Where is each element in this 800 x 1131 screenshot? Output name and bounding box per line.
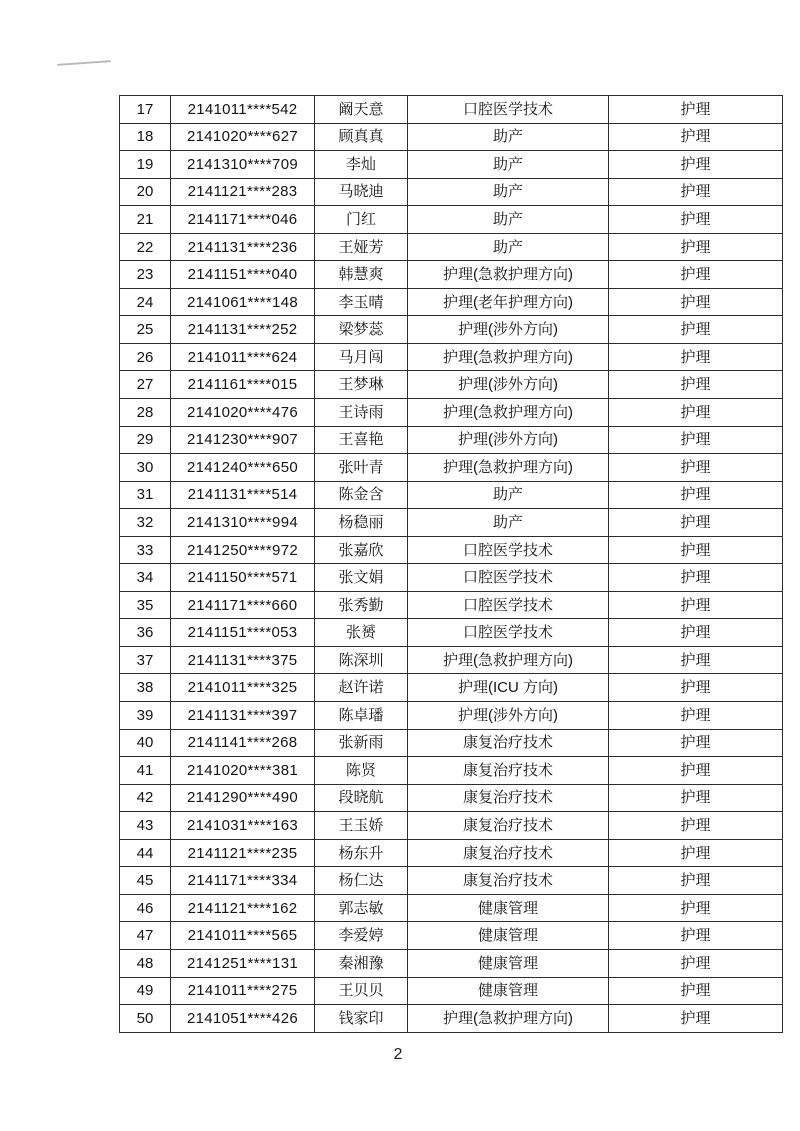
cell-name: 郭志敏 bbox=[315, 894, 408, 922]
cell-name: 王梦琳 bbox=[315, 371, 408, 399]
cell-name: 门红 bbox=[315, 206, 408, 234]
cell-row-no: 18 bbox=[120, 123, 171, 151]
cell-department: 护理 bbox=[609, 509, 783, 537]
cell-name: 李灿 bbox=[315, 151, 408, 179]
cell-id-number: 2141141****268 bbox=[171, 729, 315, 757]
cell-name: 王玉娇 bbox=[315, 812, 408, 840]
cell-id-number: 2141251****131 bbox=[171, 949, 315, 977]
student-roster-table bbox=[119, 95, 783, 1033]
cell-major: 护理(老年护理方向) bbox=[408, 288, 609, 316]
cell-name: 顾真真 bbox=[315, 123, 408, 151]
cell-major: 护理(急救护理方向) bbox=[408, 1005, 609, 1033]
table-row bbox=[120, 646, 783, 674]
cell-department: 护理 bbox=[609, 316, 783, 344]
roster-table-body bbox=[120, 96, 783, 1033]
cell-name: 秦湘豫 bbox=[315, 949, 408, 977]
cell-name: 赵许诺 bbox=[315, 674, 408, 702]
cell-major: 口腔医学技术 bbox=[408, 564, 609, 592]
cell-department: 护理 bbox=[609, 96, 783, 124]
table-row bbox=[120, 867, 783, 895]
cell-name: 阚天意 bbox=[315, 96, 408, 124]
cell-department: 护理 bbox=[609, 784, 783, 812]
cell-name: 李爱婷 bbox=[315, 922, 408, 950]
cell-row-no: 45 bbox=[120, 867, 171, 895]
cell-id-number: 2141230****907 bbox=[171, 426, 315, 454]
cell-department: 护理 bbox=[609, 591, 783, 619]
cell-department: 护理 bbox=[609, 729, 783, 757]
cell-row-no: 34 bbox=[120, 564, 171, 592]
cell-major: 助产 bbox=[408, 178, 609, 206]
cell-row-no: 37 bbox=[120, 646, 171, 674]
table-row bbox=[120, 812, 783, 840]
cell-department: 护理 bbox=[609, 151, 783, 179]
cell-row-no: 25 bbox=[120, 316, 171, 344]
cell-id-number: 2141131****252 bbox=[171, 316, 315, 344]
cell-department: 护理 bbox=[609, 206, 783, 234]
cell-row-no: 24 bbox=[120, 288, 171, 316]
cell-department: 护理 bbox=[609, 343, 783, 371]
cell-major: 口腔医学技术 bbox=[408, 619, 609, 647]
cell-major: 助产 bbox=[408, 123, 609, 151]
cell-row-no: 44 bbox=[120, 839, 171, 867]
cell-row-no: 29 bbox=[120, 426, 171, 454]
table-row bbox=[120, 509, 783, 537]
cell-id-number: 2141171****046 bbox=[171, 206, 315, 234]
cell-row-no: 23 bbox=[120, 261, 171, 289]
cell-name: 张新雨 bbox=[315, 729, 408, 757]
table-row bbox=[120, 784, 783, 812]
cell-id-number: 2141240****650 bbox=[171, 454, 315, 482]
cell-department: 护理 bbox=[609, 399, 783, 427]
cell-name: 马月闯 bbox=[315, 343, 408, 371]
table-row bbox=[120, 233, 783, 261]
cell-department: 护理 bbox=[609, 867, 783, 895]
cell-row-no: 32 bbox=[120, 509, 171, 537]
table-row bbox=[120, 206, 783, 234]
cell-major: 护理(涉外方向) bbox=[408, 371, 609, 399]
cell-major: 康复治疗技术 bbox=[408, 812, 609, 840]
cell-row-no: 21 bbox=[120, 206, 171, 234]
cell-department: 护理 bbox=[609, 371, 783, 399]
cell-major: 护理(急救护理方向) bbox=[408, 261, 609, 289]
cell-major: 助产 bbox=[408, 481, 609, 509]
table-row bbox=[120, 288, 783, 316]
cell-row-no: 35 bbox=[120, 591, 171, 619]
cell-department: 护理 bbox=[609, 702, 783, 730]
cell-major: 护理(ICU 方向) bbox=[408, 674, 609, 702]
table-row bbox=[120, 619, 783, 647]
cell-name: 杨稳丽 bbox=[315, 509, 408, 537]
cell-major: 健康管理 bbox=[408, 922, 609, 950]
table-row bbox=[120, 674, 783, 702]
table-row bbox=[120, 261, 783, 289]
cell-row-no: 38 bbox=[120, 674, 171, 702]
table-row bbox=[120, 729, 783, 757]
cell-id-number: 2141020****381 bbox=[171, 757, 315, 785]
cell-name: 陈贤 bbox=[315, 757, 408, 785]
scan-artifact-line bbox=[57, 60, 111, 66]
cell-id-number: 2141011****542 bbox=[171, 96, 315, 124]
cell-id-number: 2141250****972 bbox=[171, 536, 315, 564]
table-row bbox=[120, 839, 783, 867]
cell-row-no: 40 bbox=[120, 729, 171, 757]
cell-department: 护理 bbox=[609, 674, 783, 702]
cell-name: 段晓航 bbox=[315, 784, 408, 812]
cell-department: 护理 bbox=[609, 123, 783, 151]
cell-id-number: 2141171****334 bbox=[171, 867, 315, 895]
cell-name: 杨东升 bbox=[315, 839, 408, 867]
cell-major: 护理(急救护理方向) bbox=[408, 399, 609, 427]
cell-major: 护理(急救护理方向) bbox=[408, 454, 609, 482]
cell-name: 张秀勤 bbox=[315, 591, 408, 619]
cell-id-number: 2141011****565 bbox=[171, 922, 315, 950]
cell-major: 康复治疗技术 bbox=[408, 729, 609, 757]
cell-major: 护理(涉外方向) bbox=[408, 702, 609, 730]
cell-major: 康复治疗技术 bbox=[408, 757, 609, 785]
cell-id-number: 2141061****148 bbox=[171, 288, 315, 316]
table-row bbox=[120, 481, 783, 509]
cell-row-no: 36 bbox=[120, 619, 171, 647]
cell-major: 康复治疗技术 bbox=[408, 784, 609, 812]
cell-department: 护理 bbox=[609, 233, 783, 261]
cell-id-number: 2141131****397 bbox=[171, 702, 315, 730]
cell-row-no: 49 bbox=[120, 977, 171, 1005]
table-row bbox=[120, 426, 783, 454]
table-row bbox=[120, 591, 783, 619]
cell-id-number: 2141151****053 bbox=[171, 619, 315, 647]
cell-id-number: 2141161****015 bbox=[171, 371, 315, 399]
cell-row-no: 46 bbox=[120, 894, 171, 922]
cell-department: 护理 bbox=[609, 922, 783, 950]
table-row bbox=[120, 1005, 783, 1033]
cell-row-no: 41 bbox=[120, 757, 171, 785]
cell-row-no: 47 bbox=[120, 922, 171, 950]
cell-name: 王娅芳 bbox=[315, 233, 408, 261]
cell-name: 韩慧爽 bbox=[315, 261, 408, 289]
cell-row-no: 27 bbox=[120, 371, 171, 399]
cell-name: 陈深圳 bbox=[315, 646, 408, 674]
cell-row-no: 30 bbox=[120, 454, 171, 482]
cell-department: 护理 bbox=[609, 564, 783, 592]
cell-department: 护理 bbox=[609, 757, 783, 785]
cell-row-no: 33 bbox=[120, 536, 171, 564]
table-row bbox=[120, 123, 783, 151]
cell-major: 助产 bbox=[408, 206, 609, 234]
cell-row-no: 50 bbox=[120, 1005, 171, 1033]
cell-major: 护理(涉外方向) bbox=[408, 426, 609, 454]
cell-department: 护理 bbox=[609, 812, 783, 840]
cell-name: 陈金含 bbox=[315, 481, 408, 509]
table-row bbox=[120, 949, 783, 977]
cell-department: 护理 bbox=[609, 1005, 783, 1033]
table-row bbox=[120, 977, 783, 1005]
cell-name: 张赟 bbox=[315, 619, 408, 647]
cell-id-number: 2141121****235 bbox=[171, 839, 315, 867]
cell-major: 助产 bbox=[408, 509, 609, 537]
cell-id-number: 2141020****476 bbox=[171, 399, 315, 427]
cell-major: 口腔医学技术 bbox=[408, 591, 609, 619]
table-row bbox=[120, 454, 783, 482]
cell-id-number: 2141011****325 bbox=[171, 674, 315, 702]
cell-row-no: 39 bbox=[120, 702, 171, 730]
cell-major: 健康管理 bbox=[408, 949, 609, 977]
cell-department: 护理 bbox=[609, 536, 783, 564]
cell-major: 助产 bbox=[408, 151, 609, 179]
cell-name: 王诗雨 bbox=[315, 399, 408, 427]
cell-name: 王喜艳 bbox=[315, 426, 408, 454]
table-row bbox=[120, 151, 783, 179]
table-row bbox=[120, 96, 783, 124]
cell-row-no: 31 bbox=[120, 481, 171, 509]
cell-name: 陈卓璠 bbox=[315, 702, 408, 730]
page-number: 2 bbox=[393, 1046, 403, 1063]
table-row bbox=[120, 922, 783, 950]
cell-name: 钱家印 bbox=[315, 1005, 408, 1033]
cell-department: 护理 bbox=[609, 481, 783, 509]
cell-id-number: 2141131****375 bbox=[171, 646, 315, 674]
cell-department: 护理 bbox=[609, 977, 783, 1005]
table-row bbox=[120, 894, 783, 922]
table-row bbox=[120, 536, 783, 564]
cell-id-number: 2141150****571 bbox=[171, 564, 315, 592]
cell-department: 护理 bbox=[609, 839, 783, 867]
cell-id-number: 2141031****163 bbox=[171, 812, 315, 840]
cell-major: 护理(急救护理方向) bbox=[408, 646, 609, 674]
cell-name: 张叶青 bbox=[315, 454, 408, 482]
cell-department: 护理 bbox=[609, 178, 783, 206]
table-row bbox=[120, 371, 783, 399]
table-row bbox=[120, 399, 783, 427]
cell-id-number: 2141011****624 bbox=[171, 343, 315, 371]
cell-major: 护理(急救护理方向) bbox=[408, 343, 609, 371]
cell-id-number: 2141020****627 bbox=[171, 123, 315, 151]
cell-major: 口腔医学技术 bbox=[408, 536, 609, 564]
cell-name: 杨仁达 bbox=[315, 867, 408, 895]
table-row bbox=[120, 702, 783, 730]
cell-department: 护理 bbox=[609, 288, 783, 316]
cell-department: 护理 bbox=[609, 894, 783, 922]
cell-id-number: 2141151****040 bbox=[171, 261, 315, 289]
cell-major: 康复治疗技术 bbox=[408, 839, 609, 867]
cell-row-no: 28 bbox=[120, 399, 171, 427]
table-row bbox=[120, 343, 783, 371]
cell-id-number: 2141310****994 bbox=[171, 509, 315, 537]
cell-row-no: 26 bbox=[120, 343, 171, 371]
cell-name: 王贝贝 bbox=[315, 977, 408, 1005]
cell-department: 护理 bbox=[609, 949, 783, 977]
cell-name: 马晓迪 bbox=[315, 178, 408, 206]
table-row bbox=[120, 316, 783, 344]
cell-department: 护理 bbox=[609, 646, 783, 674]
cell-row-no: 19 bbox=[120, 151, 171, 179]
cell-major: 康复治疗技术 bbox=[408, 867, 609, 895]
cell-row-no: 43 bbox=[120, 812, 171, 840]
table-row bbox=[120, 178, 783, 206]
cell-row-no: 42 bbox=[120, 784, 171, 812]
cell-row-no: 48 bbox=[120, 949, 171, 977]
cell-id-number: 2141011****275 bbox=[171, 977, 315, 1005]
cell-major: 口腔医学技术 bbox=[408, 96, 609, 124]
cell-row-no: 17 bbox=[120, 96, 171, 124]
cell-major: 健康管理 bbox=[408, 894, 609, 922]
cell-major: 护理(涉外方向) bbox=[408, 316, 609, 344]
cell-id-number: 2141121****283 bbox=[171, 178, 315, 206]
cell-name: 梁梦蕊 bbox=[315, 316, 408, 344]
cell-id-number: 2141051****426 bbox=[171, 1005, 315, 1033]
cell-major: 助产 bbox=[408, 233, 609, 261]
cell-id-number: 2141131****514 bbox=[171, 481, 315, 509]
cell-row-no: 20 bbox=[120, 178, 171, 206]
table-row bbox=[120, 757, 783, 785]
cell-major: 健康管理 bbox=[408, 977, 609, 1005]
cell-id-number: 2141131****236 bbox=[171, 233, 315, 261]
cell-id-number: 2141171****660 bbox=[171, 591, 315, 619]
cell-id-number: 2141310****709 bbox=[171, 151, 315, 179]
cell-department: 护理 bbox=[609, 619, 783, 647]
cell-name: 张文娟 bbox=[315, 564, 408, 592]
cell-name: 张嘉欣 bbox=[315, 536, 408, 564]
cell-department: 护理 bbox=[609, 426, 783, 454]
cell-name: 李玉晴 bbox=[315, 288, 408, 316]
cell-department: 护理 bbox=[609, 261, 783, 289]
cell-id-number: 2141121****162 bbox=[171, 894, 315, 922]
cell-id-number: 2141290****490 bbox=[171, 784, 315, 812]
cell-department: 护理 bbox=[609, 454, 783, 482]
cell-row-no: 22 bbox=[120, 233, 171, 261]
table-row bbox=[120, 564, 783, 592]
